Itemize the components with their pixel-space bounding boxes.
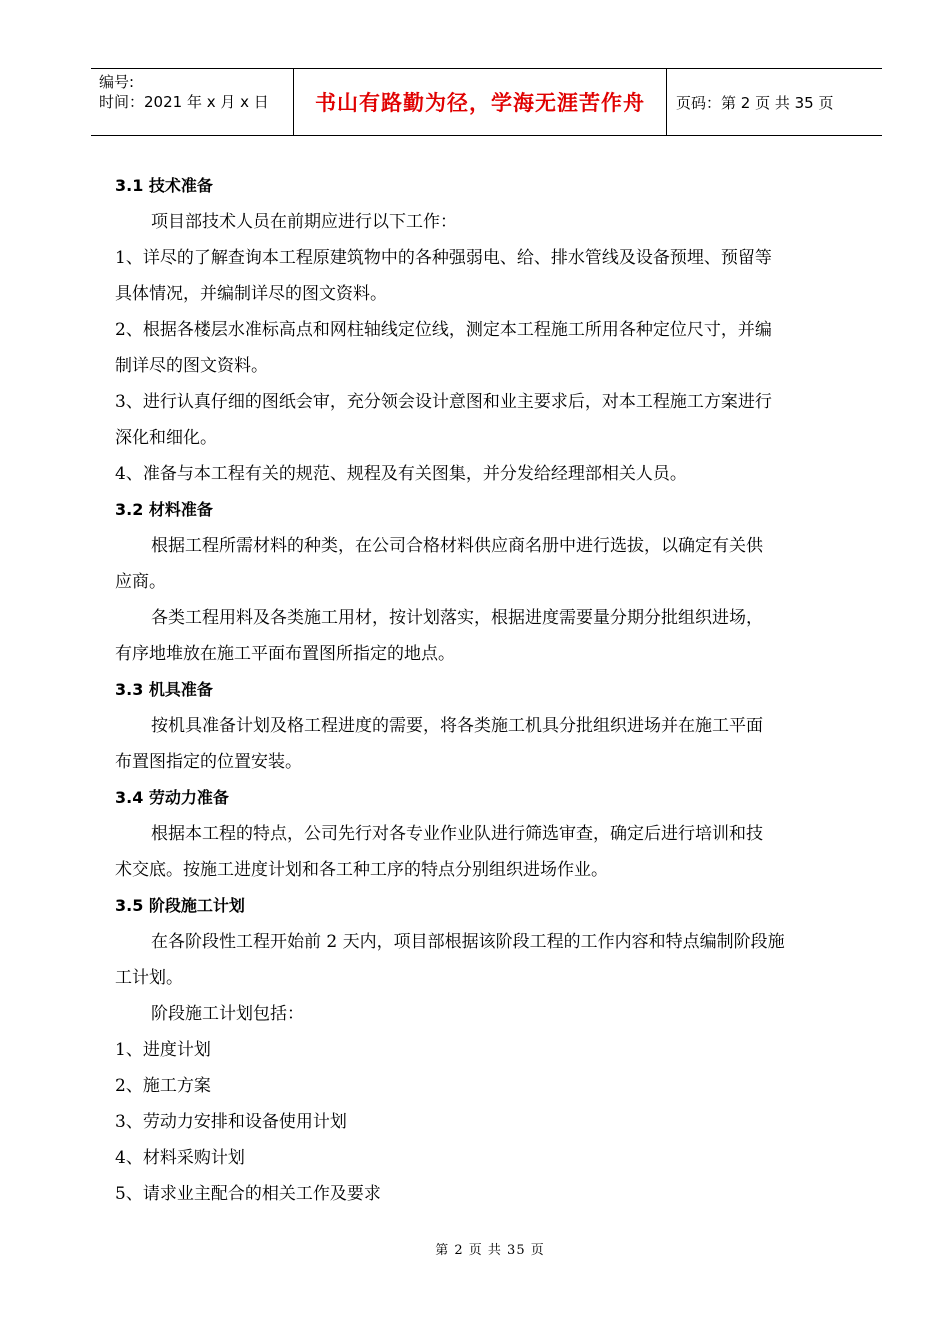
paragraph-line: 根据本工程的特点，公司先行对各专业作业队进行筛选审查，确定后进行培训和技 (151, 824, 763, 844)
list-item: 5、请求业主配合的相关工作及要求 (115, 1184, 381, 1204)
list-item-line: 制详尽的图文资料。 (115, 356, 268, 376)
paragraph-line: 有序地堆放在施工平面布置图所指定的地点。 (115, 644, 455, 664)
header-page-number: 页码：第 2 页 共 35 页 (676, 93, 834, 112)
page-footer: 第 2 页 共 35 页 (435, 1243, 545, 1258)
paragraph-line: 布置图指定的位置安装。 (115, 752, 302, 772)
document-number-label: 编号: (99, 73, 135, 91)
paragraph-line: 术交底。按施工进度计划和各工种工序的特点分别组织进场作业。 (115, 860, 608, 880)
section-heading: 3.2 材料准备 (115, 500, 213, 519)
page-header (91, 68, 882, 136)
paragraph-line: 工计划。 (115, 968, 183, 988)
section-heading: 3.5 阶段施工计划 (115, 896, 245, 915)
section-heading: 3.4 劳动力准备 (115, 788, 229, 807)
header-meta (99, 72, 294, 112)
header-divider (666, 69, 667, 135)
list-item: 3、劳动力安排和设备使用计划 (115, 1112, 347, 1132)
list-item: 4、材料采购计划 (115, 1148, 245, 1168)
list-item-line: 具体情况，并编制详尽的图文资料。 (115, 284, 387, 304)
section-heading: 3.1 技术准备 (115, 176, 213, 195)
document-body (115, 168, 860, 1212)
section-heading: 3.3 机具准备 (115, 680, 213, 699)
paragraph-line: 根据工程所需材料的种类，在公司合格材料供应商名册中进行选拔，以确定有关供 (151, 536, 763, 556)
paragraph-line: 在各阶段性工程开始前 2 天内，项目部根据该阶段工程的工作内容和特点编制阶段施 (151, 932, 785, 952)
paragraph-line: 阶段施工计划包括： (151, 1004, 304, 1024)
list-item-line: 1、详尽的了解查询本工程原建筑物中的各种强弱电、给、排水管线及设备预埋、预留等 (115, 248, 772, 268)
list-item: 2、施工方案 (115, 1076, 211, 1096)
paragraph-line: 各类工程用料及各类施工用材，按计划落实，根据进度需要量分期分批组织进场， (151, 608, 763, 628)
list-item-line: 4、准备与本工程有关的规范、规程及有关图集，并分发给经理部相关人员。 (115, 464, 687, 484)
list-item-line: 3、进行认真仔细的图纸会审，充分领会设计意图和业主要求后，对本工程施工方案进行 (115, 392, 772, 412)
paragraph-line: 应商。 (115, 572, 166, 592)
paragraph-line: 按机具准备计划及格工程进度的需要，将各类施工机具分批组织进场并在施工平面 (151, 716, 763, 736)
header-motto: 书山有路勤为径，学海无涯苦作舟 (315, 91, 645, 115)
list-item-line: 2、根据各楼层水准标高点和网柱轴线定位线，测定本工程施工所用各种定位尺寸，并编 (115, 320, 772, 340)
list-item-line: 深化和细化。 (115, 428, 217, 448)
document-time-label: 时间：2021 年 x 月 x 日 (99, 93, 269, 111)
list-item: 1、进度计划 (115, 1040, 211, 1060)
paragraph-line: 项目部技术人员在前期应进行以下工作： (151, 212, 457, 232)
